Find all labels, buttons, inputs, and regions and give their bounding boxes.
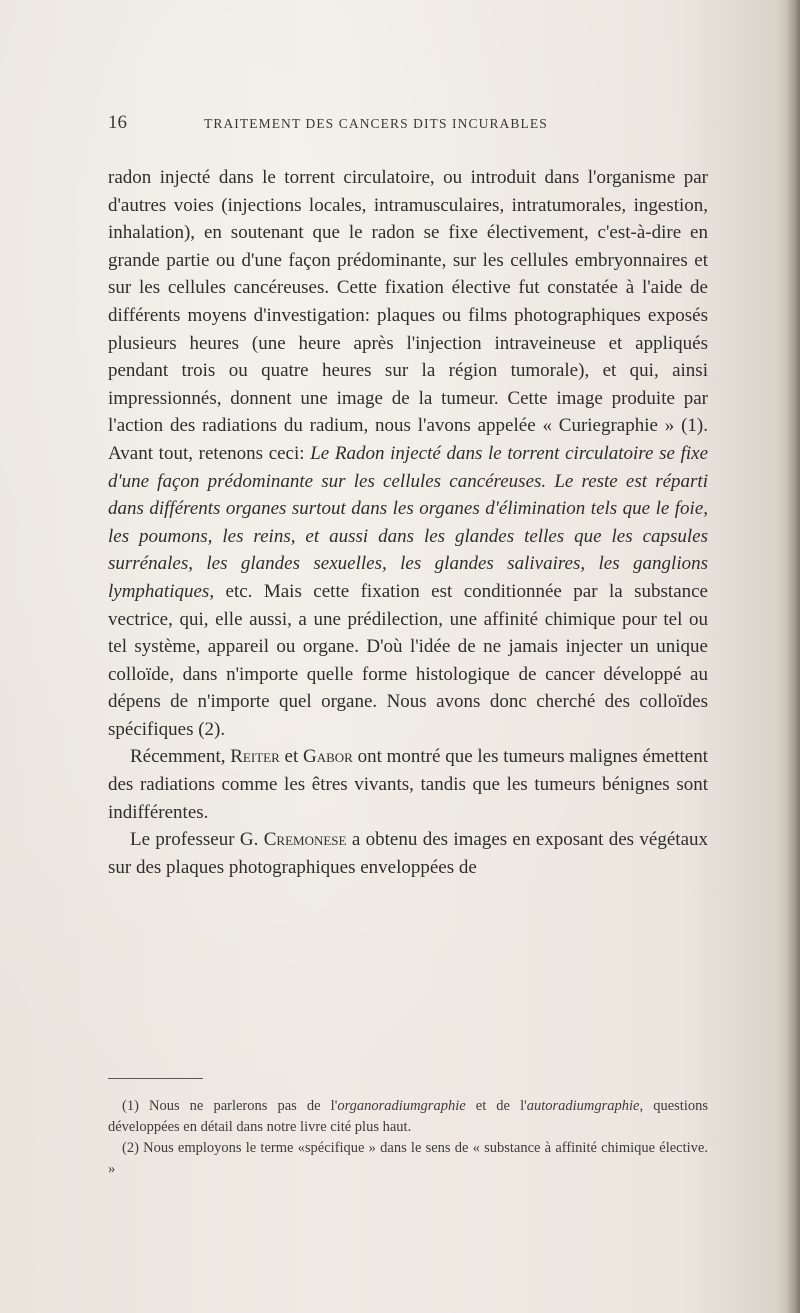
paragraph-3-text-a: Le professeur G. [130, 829, 264, 851]
paragraph-1 [108, 164, 708, 743]
paragraph-2 [108, 743, 708, 826]
paragraph-1-italic: Le Radon injecté dans le torrent circulatoire se fixe d'une façon prédominante sur les cellules cancéreuses. Le reste est réparti dans différents organes surtout dans les organes d'élimination tels que le foie, les poumons, les reins, et aussi dans les glandes telles que les capsules surrénales, les glandes sexuelles, les glandes salivaires, les ganglions lymphatiques, [108, 442, 708, 602]
paragraph-2-text-c: ont montré que les tumeurs malignes émettent des radiations comme les êtres vivants, tandis que les tumeurs bénignes sont indifférentes. [108, 746, 708, 823]
paragraph-2-text-b: et [279, 746, 303, 768]
paragraph-1-text-b: etc. Mais cette fixation est conditionnée par la substance vectrice, qui, elle aussi, a une prédilection, une affinité chimique pour tel ou tel système, appareil ou organe. D'où l'idée de ne jamais injecter un unique colloïde, dans n'importe quelle forme histologique de cancer développé au dépens de n'importe quel organe. Nous avons donc cherché des colloïdes spécifiques (2). [108, 580, 708, 740]
running-title: TRAITEMENT DES CANCERS DITS INCURABLES [204, 116, 548, 131]
footnote-separator [108, 1078, 203, 1079]
main-text [108, 164, 708, 881]
footnote-2-text: (2) Nous employons le terme «spécifique » dans le sens de « substance à affinité chimique élective. » [108, 1140, 708, 1177]
footnote-1-italic-a: organoradiumgraphie [337, 1098, 466, 1114]
footnote-1-text-c: , questions développées en détail dans notre livre cité plus haut. [108, 1098, 708, 1135]
paragraph-3 [108, 826, 708, 881]
footnote-1-text-a: (1) Nous ne parlerons pas de l' [122, 1098, 338, 1114]
footnote-1 [108, 1096, 708, 1138]
author-name-reiter: Reiter [230, 746, 280, 768]
page-number: 16 [108, 112, 127, 133]
paragraph-1-text-a: radon injecté dans le torrent circulatoire, ou introduit dans l'organisme par d'autres voies (injections locales, intramusculaires, intratumorales, ingestion, inhalation), en soutenant que le radon se fixe électivement, c'est-à-dire en grande partie ou d'une façon prédominante, sur les cellules embryonnaires et sur les cellules cancéreuses. Cette fixation élective fut constatée à l'aide de différents moyens d'investigation: plaques ou films photographiques exposés plusieurs heures (une heure après l'injection intraveineuse et appliqués pendant trois ou quatre heures sur la région tumorale), et qui, ainsi impressionnés, donnent une image de la tumeur. Cette image produite par l'action des radiations du radium, nous l'avons appelée « Curiegraphie » (1). Avant tout, retenons ceci: [108, 167, 708, 464]
page-edge-shadow [786, 0, 800, 1313]
author-name-cremonese: Cremonese [263, 829, 347, 851]
footnote-2 [108, 1138, 708, 1180]
paragraph-3-text-b: a obtenu des images en exposant des végétaux sur des plaques photographiques enveloppées de [108, 829, 708, 878]
author-name-gabor: Gabor [302, 746, 353, 768]
footnote-1-italic-b: autoradiumgraphie [526, 1098, 640, 1114]
footnotes [108, 1096, 708, 1180]
paragraph-2-text-a: Récemment, [130, 746, 231, 768]
page-header [108, 112, 708, 136]
footnote-1-text-b: et de l' [465, 1098, 527, 1114]
